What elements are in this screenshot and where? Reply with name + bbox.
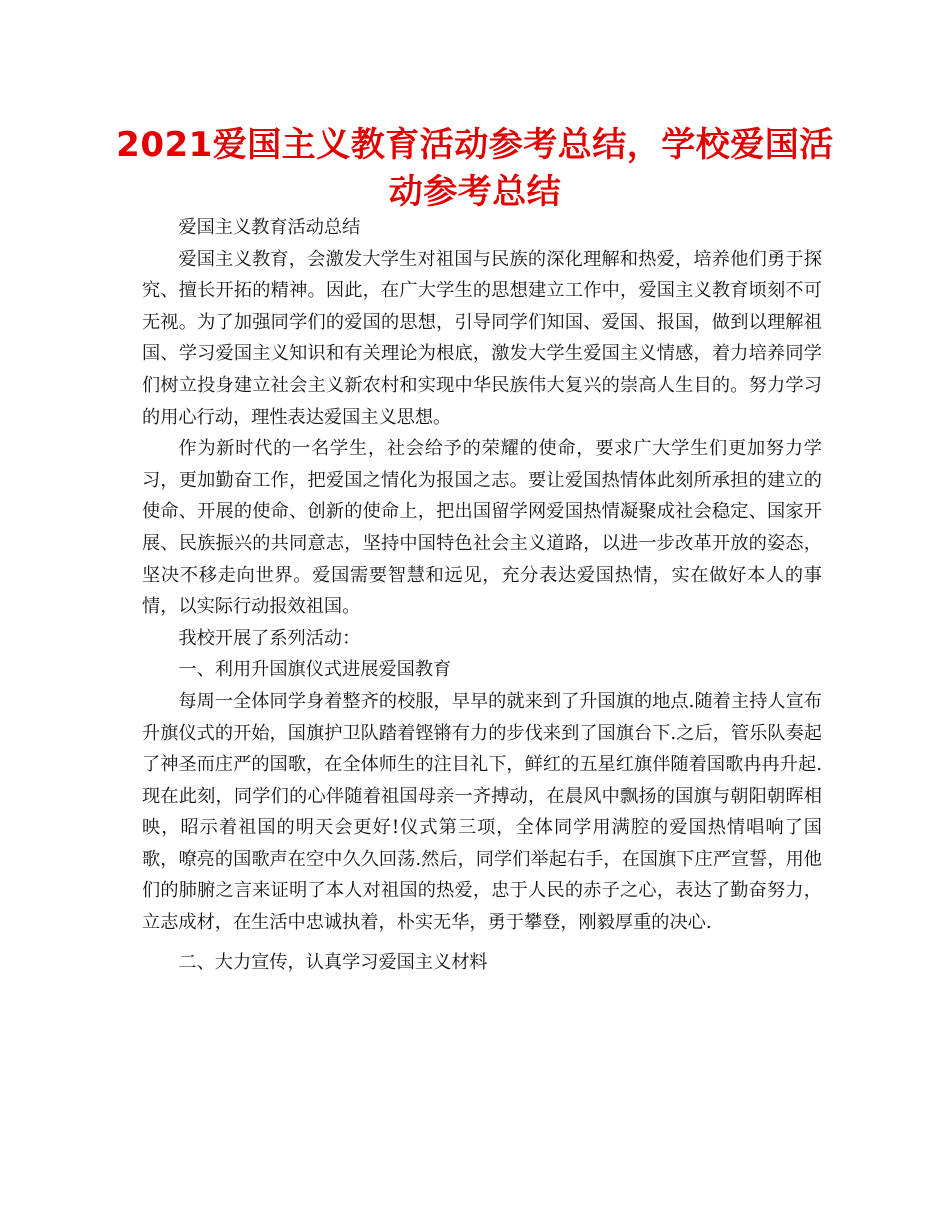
paragraph: 爱国主义教育，会激发大学生对祖国与民族的深化理解和热爱，培养他们勇于探究、擅长开拓的精神。因此，在广大学生的思想建立工作中，爱国主义教育顷刻不可无视。为了加强同学们的爱国的思想，引导同学们知国、爱国、报国，做到以理解祖国、学习爱国主义知识和有关理论为根底，激发大学生爱国主义情感，着力培养同学们树立投身建立社会主义新农村和实现中华民族伟大复兴的崇高人生目的。努力学习的用心行动，理性表达爱国主义思想。 [142,248,822,428]
section-heading: 二、大力宣传，认真学习爱国主义材料 [178,951,488,973]
section-heading: 爱国主义教育活动总结 [178,217,361,238]
paragraph: 我校开展了系列活动： [178,627,361,649]
paragraph: 作为新时代的一名学生，社会给予的荣耀的使命，要求广大学生们更加努力学习，更加勤奋工作，把爱国之情化为报国之志。要让爱国热情体此刻所承担的建立的使命、开展的使命、创新的使命上，把出国留学网爱国热情凝聚成社会稳定、国家开展、民族振兴的共同意志，坚持中国特色社会主义道路，以进一步改革开放的姿态，坚决不移走向世界。爱国需要智慧和远见，充分表达爱国热情，实在做好本人的事情，以实际行动报效祖国。 [142,438,822,618]
paragraph: 每周一全体同学身着整齐的校服，早早的就来到了升国旗的地点.随着主持人宣布升旗仪式的开始，国旗护卫队踏着铿锵有力的步伐来到了国旗台下.之后，管乐队奏起了神圣而庄严的国歌，在全体师生的注目礼下，鲜红的五星红旗伴随着国歌冉冉升起.现在此刻，同学们的心伴随着祖国母亲一齐搏动，在晨风中飘扬的国旗与朝阳朝晖相映，昭示着祖国的明天会更好!仪式第三项，全体同学用满腔的爱国热情唱响了国歌，嘹亮的国歌声在空中久久回荡.然后，同学们举起右手，在国旗下庄严宣誓，用他们的肺腑之言来证明了本人对祖国的热爱，忠于人民的赤子之心，表达了勤奋努力，立志成材，在生活中忠诚执着，朴实无华，勇于攀登，刚毅厚重的决心. [142,690,822,934]
document-title: 2021爱国主义教育活动参考总结，学校爱国活动参考总结 [116,125,834,212]
section-heading: 一、利用升国旗仪式进展爱国教育 [178,659,452,681]
document-body [142,212,822,978]
